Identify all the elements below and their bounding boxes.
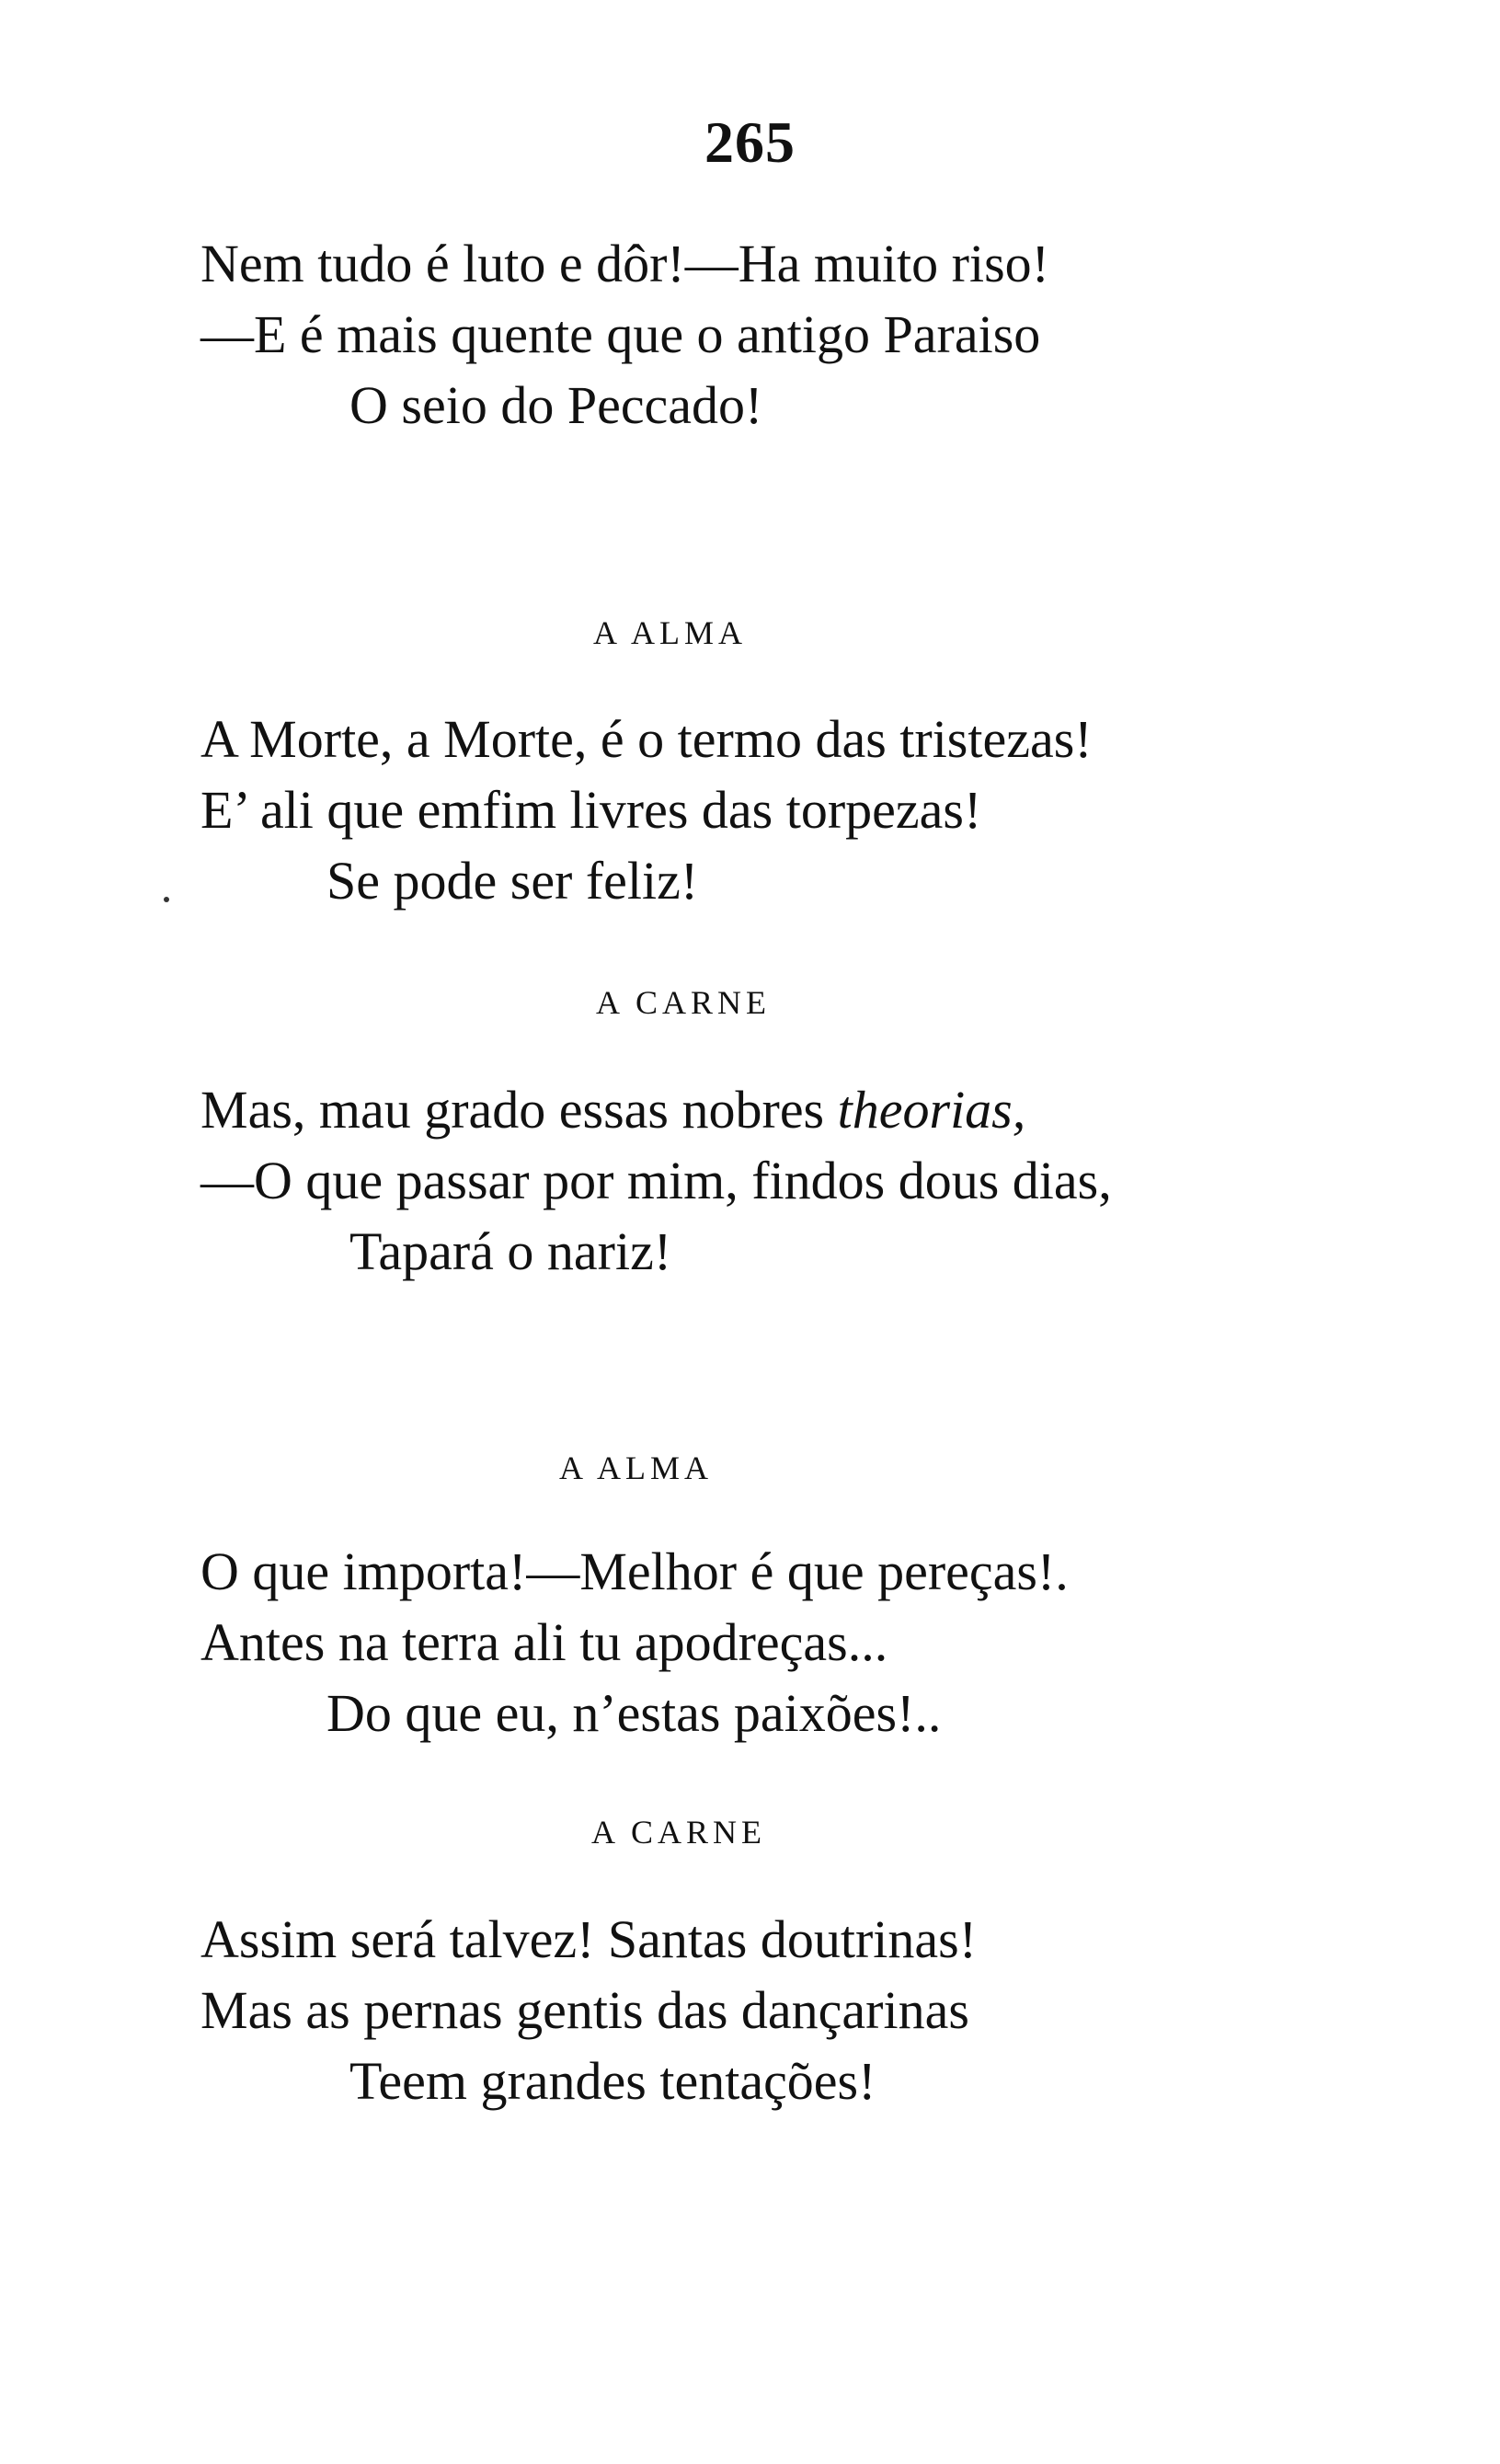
verse-line: Se pode ser feliz! — [326, 851, 699, 911]
verse-line: —O que passar por mim, findos dous dias, — [200, 1151, 1112, 1210]
verse-line: Assim será talvez! Santas doutrinas! — [200, 1909, 978, 1969]
verse-line: O seio do Peccado! — [349, 375, 763, 435]
verse-line: Antes na terra ali tu apodreças... — [200, 1612, 888, 1672]
verse-line: Tapará o nariz! — [349, 1221, 672, 1281]
verse-text: Mas, mau grado essas nobres — [200, 1080, 838, 1140]
speaker-heading: A CARNE — [596, 984, 772, 1021]
italic-word: theorias, — [837, 1080, 1026, 1140]
verse-line: —E é mais quente que o antigo Paraiso — [200, 304, 1041, 364]
speaker-heading: A CARNE — [591, 1814, 767, 1851]
verse-line: Mas as pernas gentis das dançarinas — [200, 1980, 969, 2040]
verse-line: O que importa!—Melhor é que pereças!. — [200, 1541, 1069, 1601]
verse-line — [200, 1080, 1026, 1140]
verse-line: A Morte, a Morte, é o termo das tristezas! — [200, 709, 1093, 769]
verse-line: Nem tudo é luto e dôr!—Ha muito riso! — [200, 234, 1049, 293]
speaker-heading: A ALMA — [593, 614, 748, 651]
speaker-heading: A ALMA — [559, 1450, 714, 1486]
paper-speck — [164, 897, 169, 902]
page-number: 265 — [704, 109, 796, 175]
verse-line: Do que eu, n’estas paixões!.. — [326, 1683, 942, 1743]
verse-line: E’ ali que emfim livres das torpezas! — [200, 780, 982, 840]
verse-line: Teem grandes tentações! — [349, 2051, 876, 2111]
